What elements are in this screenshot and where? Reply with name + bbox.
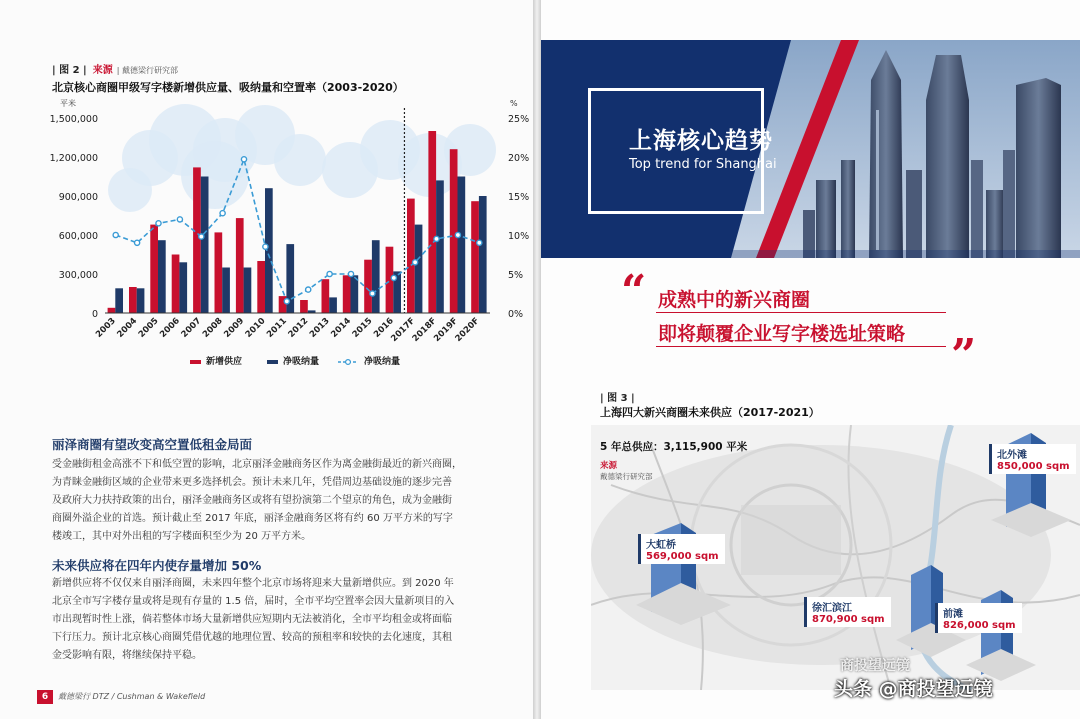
- source-label: 来源: [92, 65, 113, 76]
- bar-new-supply: [257, 261, 265, 313]
- x-tick-label: 2012: [286, 316, 311, 340]
- vacancy-point: [348, 271, 353, 276]
- vacancy-point: [199, 234, 204, 239]
- x-tick-label: 2006: [158, 316, 182, 340]
- bar-net-absorption: [329, 297, 337, 313]
- district-tag-xuhui-binjiang: [804, 597, 891, 627]
- bar-new-supply: [129, 287, 137, 313]
- vacancy-point: [113, 232, 118, 237]
- bar-net-absorption: [115, 288, 123, 313]
- bar-net-absorption: [458, 177, 466, 314]
- bar-net-absorption: [137, 288, 145, 313]
- quote-underline-2: [656, 346, 946, 347]
- vacancy-point: [327, 271, 332, 276]
- bar-net-absorption: [179, 262, 187, 313]
- vacancy-point: [477, 240, 482, 245]
- district-name: 前滩: [943, 609, 963, 620]
- watermark-logo-text: 商投望远镜: [840, 658, 910, 674]
- vacancy-point: [177, 217, 182, 222]
- bar-net-absorption: [244, 268, 252, 314]
- bar-net-absorption: [222, 268, 230, 314]
- x-tick-label: 2013: [307, 316, 332, 340]
- left-page: [0, 0, 533, 719]
- district-name: 徐汇滨江: [812, 603, 852, 614]
- bar-net-absorption: [436, 180, 444, 313]
- bar-line-chart: [0, 0, 533, 380]
- cloud-decoration: [274, 134, 326, 186]
- x-tick-label: 2014: [329, 316, 354, 340]
- para-line: 北京全市写字楼存量或将是现有存量的 1.5 倍，届时，全市平均空置率会因大量新项目的入: [52, 596, 455, 607]
- section-2-paragraph: [52, 575, 492, 665]
- x-tick-label: 2007: [179, 316, 204, 340]
- section-2-title: 未来供应将在四年内使存量增加 50%: [52, 558, 262, 573]
- source-name: | 戴德梁行研究部: [116, 66, 178, 75]
- figure-2-title: 北京核心商圈甲级写字楼新增供应量、吸纳量和空置率（2003-2020）: [52, 81, 404, 94]
- para-line: 及政府大力扶持政策的出台，丽泽金融商务区或将有望扮演第二个望京的角色，成为金融街: [52, 495, 452, 506]
- section-1-title: 丽泽商圈有望改变高空置低租金局面: [52, 437, 253, 452]
- bar-new-supply: [215, 232, 223, 313]
- bar-new-supply: [343, 275, 351, 313]
- bar-new-supply: [172, 255, 180, 314]
- bar-net-absorption: [372, 240, 380, 313]
- quote-line-1: 成熟中的新兴商圈: [658, 289, 811, 311]
- y2-tick-label: 10%: [508, 231, 530, 242]
- vacancy-point: [306, 287, 311, 292]
- x-tick-label: 2003: [94, 316, 118, 340]
- vacancy-point: [263, 244, 268, 249]
- para-line: 市出现暂时性上涨，倘若整体市场大量新增供应短期内无法被消化，全市平均租金或将面临: [52, 614, 452, 625]
- district-supply: 870,900 sqm: [812, 614, 885, 625]
- x-tick-label: 2008: [200, 316, 225, 340]
- right-page: [541, 0, 1080, 719]
- y2-axis-unit: %: [510, 99, 518, 108]
- y-tick-label: 1,500,000: [49, 114, 98, 125]
- vacancy-point: [370, 291, 375, 296]
- para-line: 新增供应将不仅仅来自丽泽商圈，未来四年整个北京市场将迎来大量新增供应。到 2020 年: [52, 578, 454, 589]
- book-gutter: [533, 0, 541, 719]
- vacancy-point: [135, 240, 140, 245]
- x-tick-label: 2020F: [453, 316, 482, 344]
- legend-label: 净吸纳量: [283, 357, 320, 367]
- bar-new-supply: [471, 201, 479, 313]
- bar-new-supply: [322, 279, 330, 313]
- vacancy-point: [220, 211, 225, 216]
- y-tick-label: 600,000: [58, 231, 98, 242]
- cloud-decoration: [108, 168, 152, 212]
- y-axis-unit: 平米: [60, 99, 76, 108]
- x-tick-label: 2004: [115, 316, 140, 340]
- source-name: 戴德梁行研究部: [600, 472, 653, 481]
- legend-swatch: [267, 360, 278, 364]
- x-tick-label: 2017F: [389, 316, 418, 344]
- hero-title-en: Top trend for Shanghai: [629, 157, 777, 172]
- y-tick-label: 300,000: [58, 270, 98, 281]
- vacancy-point: [284, 299, 289, 304]
- para-line: 为青睐金融街区域的企业带来更多选择机会。预计未来几年，凭借周边基础设施的逐步完善: [52, 477, 452, 488]
- district-name: 北外滩: [997, 450, 1027, 461]
- source-label: 来源: [600, 461, 618, 471]
- x-tick-label: 2016: [372, 316, 396, 340]
- shanghai-map: [591, 425, 1080, 690]
- y2-tick-label: 15%: [508, 192, 530, 203]
- para-line: 商圈外溢企业的首选。预计截止至 2017 年底，丽泽金融商务区将有约 60 万平方米的写字: [52, 513, 453, 524]
- bar-new-supply: [150, 225, 158, 313]
- vacancy-point: [413, 260, 418, 265]
- hero-banner: [541, 40, 1080, 258]
- bar-net-absorption: [415, 225, 423, 313]
- legend-label: 新增供应: [206, 357, 243, 367]
- district-name: 大虹桥: [646, 540, 676, 551]
- figure-3-title: 上海四大新兴商圈未来供应（2017-2021）: [600, 406, 820, 419]
- page-number: 6: [37, 690, 53, 704]
- bar-net-absorption: [201, 177, 209, 314]
- x-tick-label: 2018F: [410, 316, 439, 344]
- vacancy-point: [156, 221, 161, 226]
- y2-tick-label: 0%: [508, 309, 524, 320]
- district-tag-dahongqiao: [638, 534, 725, 564]
- legend-swatch-point: [346, 360, 351, 365]
- vacancy-point: [241, 157, 246, 162]
- y-tick-label: 0: [91, 309, 98, 320]
- bar-new-supply: [364, 260, 372, 313]
- vacancy-point: [391, 275, 396, 280]
- quote-line-2: 即将颠覆企业写字楼选址策略: [658, 323, 906, 345]
- bar-new-supply: [193, 167, 201, 313]
- watermark: 头条 @商投望远镜: [834, 678, 993, 700]
- bar-new-supply: [450, 149, 458, 313]
- para-line: 金受影响有限，将继续保持平稳。: [52, 650, 202, 661]
- cloud-decoration: [181, 141, 249, 209]
- quote-open-icon: “: [621, 266, 647, 317]
- bar-new-supply: [236, 218, 244, 313]
- para-line: 楼竣工，其中对外出租的写字楼面积至少为 20 万平方米。: [52, 531, 312, 542]
- district-tag-beiwaitan: [989, 444, 1076, 474]
- district-tag-qiantan: [935, 603, 1022, 633]
- quote-underline-1: [656, 312, 946, 313]
- bar-new-supply: [300, 300, 308, 313]
- footer-brand: 戴德梁行 DTZ / Cushman & Wakefield: [58, 692, 206, 701]
- x-tick-label: 2011: [265, 316, 289, 340]
- legend-swatch: [190, 360, 201, 364]
- bar-net-absorption: [158, 240, 166, 313]
- district-supply: 826,000 sqm: [943, 620, 1016, 631]
- x-tick-label: 2010: [243, 316, 268, 340]
- x-tick-label: 2015: [350, 316, 375, 340]
- y-tick-label: 1,200,000: [49, 153, 98, 164]
- figure-number: | 图 2 |: [52, 65, 87, 76]
- y-tick-label: 900,000: [58, 192, 98, 203]
- y2-tick-label: 20%: [508, 153, 530, 164]
- y2-tick-label: 25%: [508, 114, 530, 125]
- x-tick-label: 2009: [222, 316, 247, 340]
- total-supply: 5 年总供应：3,115,900 平米: [600, 441, 748, 453]
- district-supply: 850,000 sqm: [997, 461, 1070, 472]
- figure-3-label: | 图 3 |: [600, 393, 635, 404]
- bar-new-supply: [108, 308, 116, 313]
- district-supply: 569,000 sqm: [646, 551, 719, 562]
- bar-new-supply: [428, 131, 436, 313]
- y2-tick-label: 5%: [508, 270, 524, 281]
- para-line: 下行压力。预计北京核心商圈凭借优越的地理位置、较高的预租率和较快的去化速度，其租: [52, 632, 452, 643]
- bar-net-absorption: [479, 196, 487, 313]
- hero-title-cn: 上海核心趋势: [629, 128, 773, 154]
- x-tick-label: 2019F: [432, 316, 461, 344]
- x-tick-label: 2005: [136, 316, 161, 340]
- section-1-paragraph: [52, 456, 492, 546]
- legend-label: 净吸纳量: [364, 357, 401, 367]
- vacancy-point: [455, 232, 460, 237]
- bar-new-supply: [407, 199, 415, 313]
- vacancy-point: [434, 236, 439, 241]
- bar-net-absorption: [351, 275, 359, 313]
- quote-close-icon: ”: [951, 330, 977, 381]
- para-line: 受金融街租金高涨不下和低空置的影响，北京丽泽金融商务区作为离金融街最近的新兴商圈，: [52, 459, 462, 470]
